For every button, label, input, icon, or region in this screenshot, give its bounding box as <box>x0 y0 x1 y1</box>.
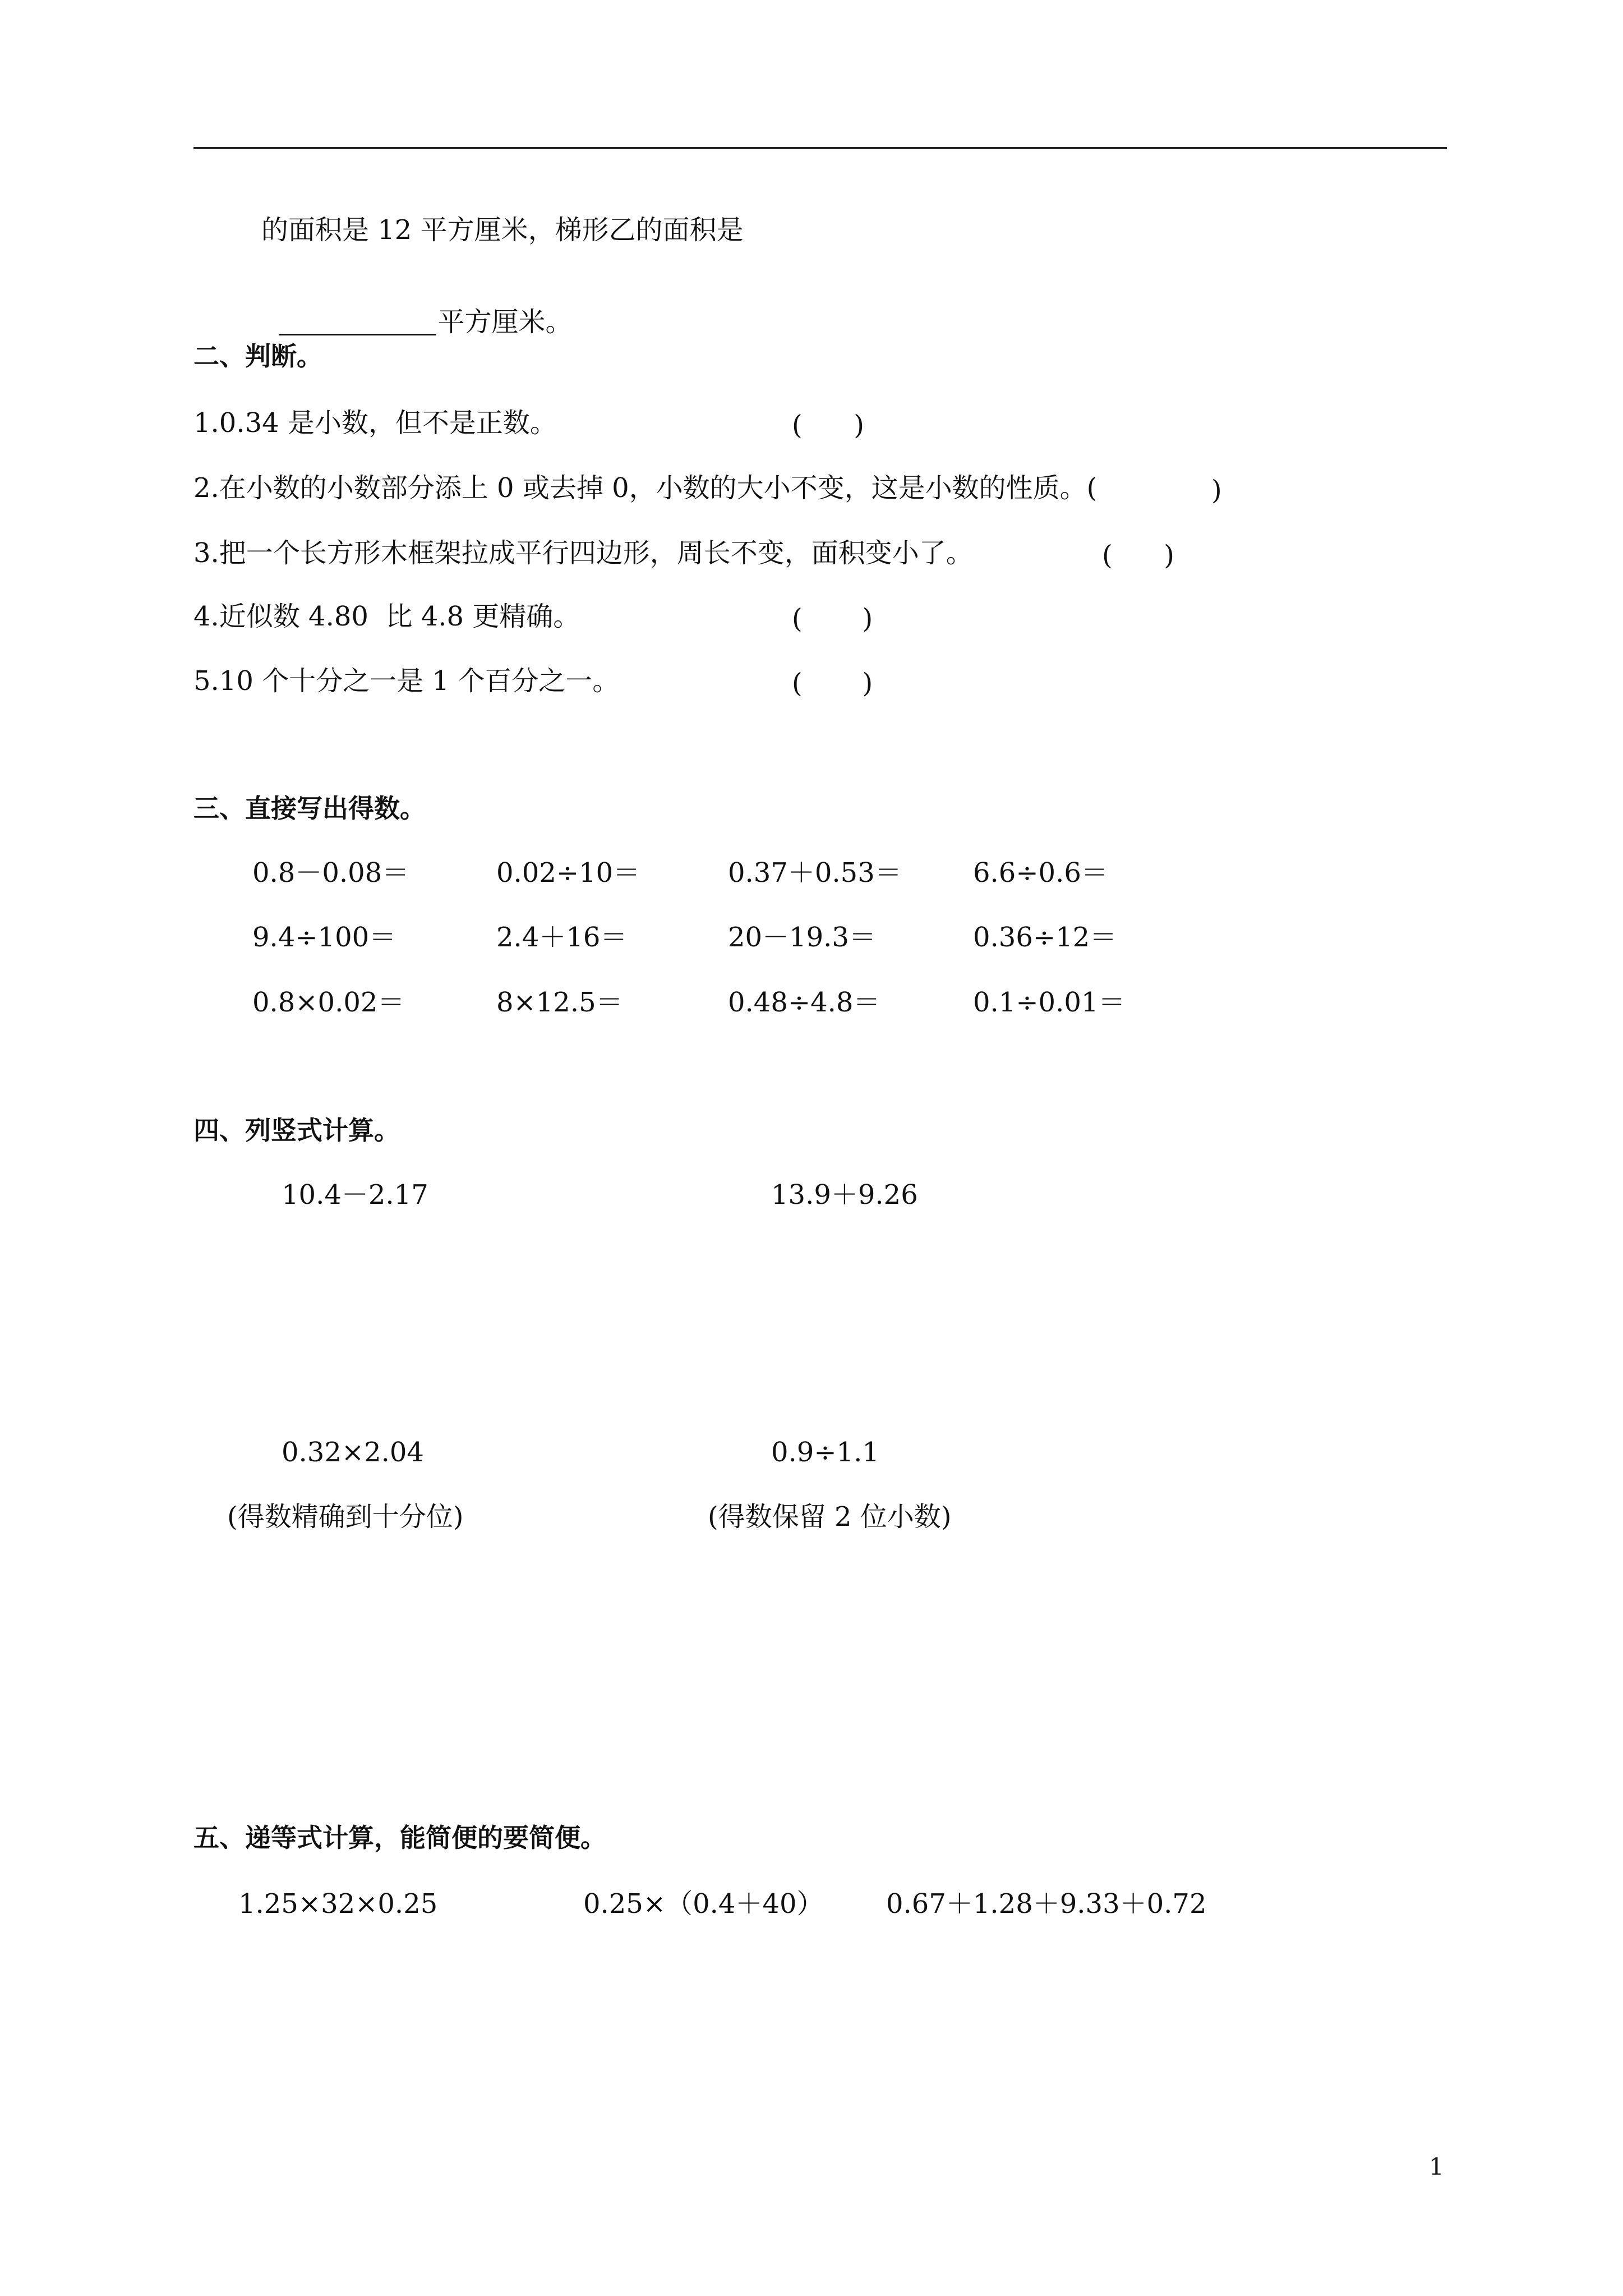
vertical-note-2: (得数保留 2 位小数) <box>708 1501 952 1533</box>
answer-blank[interactable] <box>279 309 436 335</box>
oral-r2-c1: 9.4÷100＝ <box>252 922 396 953</box>
judge-item-1: 1.0.34 是小数，但不是正数。 <box>193 407 557 439</box>
oral-r1-c2: 0.02÷10＝ <box>496 857 640 889</box>
judge-item-3: 3.把一个长方形木框架拉成平行四边形，周长不变，面积变小了。 <box>193 537 973 569</box>
vertical-problem-1: 10.4－2.17 <box>282 1179 428 1211</box>
vertical-problem-3: 0.32×2.04 <box>282 1437 424 1468</box>
judge-answer-paren-5[interactable]: ( ) <box>792 668 873 699</box>
continued-line-1: 的面积是 12 平方厘米，梯形乙的面积是 <box>261 214 744 246</box>
oral-r2-c3: 20－19.3＝ <box>728 922 876 953</box>
oral-r1-c3: 0.37＋0.53＝ <box>728 857 902 889</box>
vertical-note-1: (得数精确到十分位) <box>227 1501 464 1533</box>
stepwise-problem-1: 1.25×32×0.25 <box>238 1888 438 1920</box>
oral-r2-c4: 0.36÷12＝ <box>973 922 1117 953</box>
continued-line-2 <box>261 282 573 338</box>
judge-item-2: 2.在小数的小数部分添上 0 或去掉 0，小数的大小不变，这是小数的性质。( <box>193 472 1098 504</box>
oral-r3-c4: 0.1÷0.01＝ <box>973 987 1126 1018</box>
oral-r3-c2: 8×12.5＝ <box>496 987 623 1018</box>
stepwise-problem-2: 0.25×（0.4＋40） <box>583 1888 824 1920</box>
page-number: 1 <box>1429 2153 1444 2180</box>
vertical-problem-2: 13.9＋9.26 <box>771 1179 918 1211</box>
continued-line-2-suffix: 平方厘米。 <box>437 306 573 338</box>
section-heading-oral: 三、直接写出得数。 <box>193 793 426 823</box>
oral-r1-c4: 6.6÷0.6＝ <box>973 857 1108 889</box>
stepwise-problem-3: 0.67＋1.28＋9.33＋0.72 <box>886 1888 1207 1920</box>
section-heading-stepwise: 五、递等式计算，能简便的要简便。 <box>193 1823 606 1853</box>
section-heading-judge: 二、判断。 <box>193 341 322 371</box>
judge-item-5: 5.10 个十分之一是 1 个百分之一。 <box>193 665 620 697</box>
section-heading-vertical: 四、列竖式计算。 <box>193 1115 400 1145</box>
judge-answer-paren-3[interactable]: ( ) <box>1102 540 1174 571</box>
oral-r2-c2: 2.4＋16＝ <box>496 922 628 953</box>
vertical-problem-4: 0.9÷1.1 <box>771 1437 879 1468</box>
judge-answer-paren-1[interactable]: ( ) <box>792 409 864 441</box>
oral-r1-c1: 0.8－0.08＝ <box>252 857 409 889</box>
oral-r3-c1: 0.8×0.02＝ <box>252 987 405 1018</box>
judge-item-4: 4.近似数 4.80 比 4.8 更精确。 <box>193 601 580 632</box>
judge-answer-paren-2[interactable]: ) <box>1211 475 1222 506</box>
oral-r3-c3: 0.48÷4.8＝ <box>728 987 880 1018</box>
judge-answer-paren-4[interactable]: ( ) <box>792 603 873 634</box>
header-rule <box>193 147 1447 149</box>
